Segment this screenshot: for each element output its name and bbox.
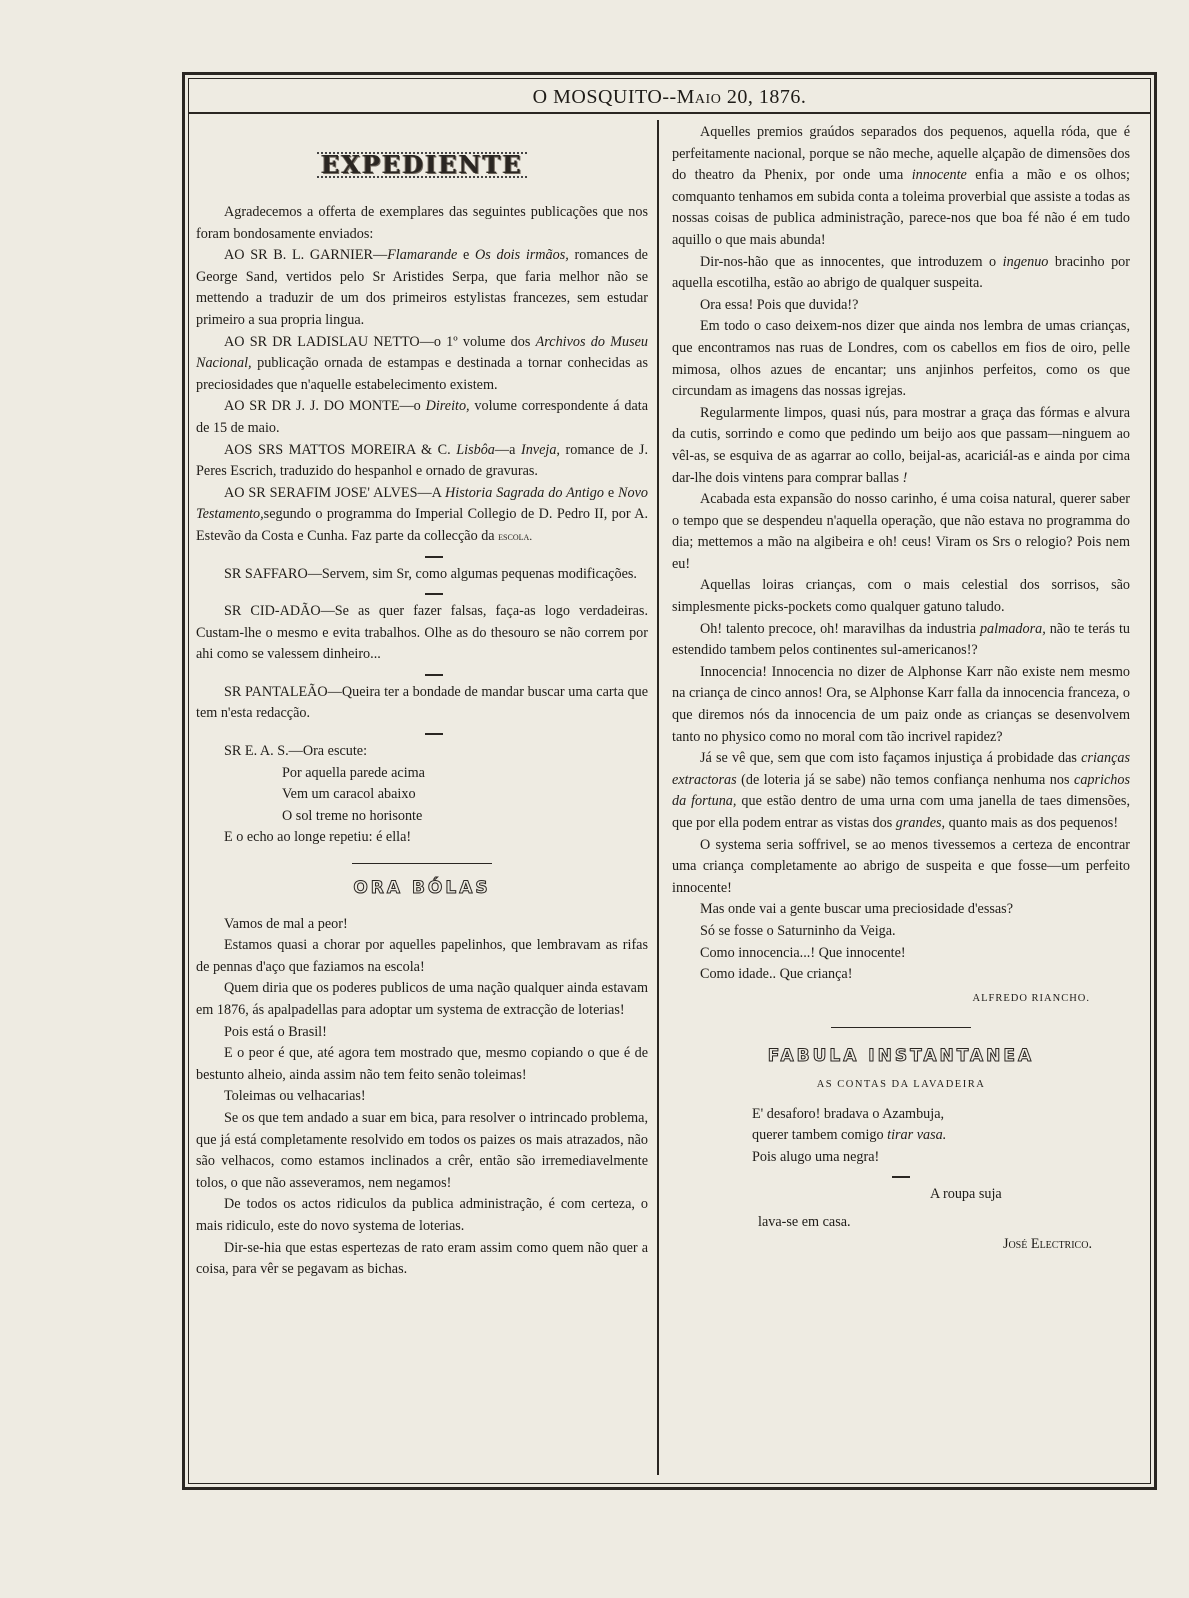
masthead-date: 20, 1876. — [726, 86, 807, 108]
paragraph: Só se fosse o Saturninho da Veiga. — [700, 922, 896, 939]
paragraph: Como idade.. Que criança! — [700, 966, 853, 983]
paragraph: Agradecemos a offerta de exemplares das seguintes publicações que nos foram bondosamente enviados: — [196, 204, 648, 242]
paragraph: Vamos de mal a peor! — [224, 915, 348, 932]
verse-line: Vem um caracol abaixo — [282, 786, 416, 803]
right-column — [672, 122, 1130, 1255]
expediente-heading: EXPEDIENTE — [196, 122, 648, 180]
verse-line: E o echo ao longe repetiu: é ella! — [224, 829, 412, 846]
separator-dash — [892, 1176, 910, 1178]
paragraph: Ora essa! Pois que duvida!? — [700, 296, 859, 313]
paragraph: Innocencia! Innocencia no dizer de Alphonse Karr não existe nem mesmo na criança de cinco annos! Ora, se Alphonse Karr falla da innocencia franceza, o que diremos nós da innocencia de um paiz onde as crianças se desenvolvem tanto no physico como no moral com tão incrivel rapidez? — [672, 663, 1130, 745]
fable-line: lava-se em casa. — [758, 1213, 851, 1230]
paragraph: AO SR SERAFIM JOSE' ALVES—A Historia Sagrada do Antigo e Novo Testamento,segundo o programma do Imperial Collegio de D. Pedro II, por A. Estevão da Costa e Cunha. Faz parte da collecção da escola. — [196, 484, 648, 544]
paragraph: Quem diria que os poderes publicos de uma nação qualquer ainda estavam em 1876, ás apalpadellas para adoptar um systema de extracção de loterias! — [196, 980, 648, 1018]
fabula-subheading: AS CONTAS DA LAVADEIRA — [816, 1078, 986, 1090]
masthead: O MOSQUITO--Maio 20, 1876. — [188, 80, 1151, 114]
paragraph: Toleimas ou velhacarias! — [224, 1088, 366, 1105]
paragraph: SR PANTALEÃO—Queira ter a bondade de mandar buscar uma carta que tem n'esta redacção. — [196, 683, 648, 722]
left-column — [196, 122, 648, 1281]
paragraph: Acabada esta expansão do nosso carinho, é uma coisa natural, querer saber o tempo que se despendeu n'aquella operação, que não estava no programma do dia; mettemos a mão na algibeira e oh! ceus! Viram os Srs o relogio? Pois nem eu! — [672, 491, 1130, 572]
paragraph: Mas onde vai a gente buscar uma preciosidade d'essas? — [700, 901, 1013, 918]
ora-bolas-heading: ORA BÓLAS — [353, 878, 491, 899]
paragraph: Como innocencia...! Que innocente! — [700, 944, 906, 961]
paragraph: SR SAFFARO—Servem, sim Sr, como algumas pequenas modificações. — [224, 565, 637, 582]
verse-line: O sol treme no horisonte — [282, 807, 423, 824]
fable-line: Pois alugo uma negra! — [752, 1148, 880, 1165]
column-divider — [657, 120, 659, 1475]
paragraph: AO SR B. L. GARNIER—Flamarande e Os dois irmãos, romances de George Sand, vertidos pelo Sr Aristides Serpa, que faria melhor não se mettendo a traduzir de um dos primeiros estylistas francezes, sem estudar primeiro a sua propria lingua. — [196, 247, 648, 328]
fable-line: querer tambem comigo tirar vasa. — [752, 1127, 947, 1144]
paragraph: O systema seria soffrivel, se ao menos tivessemos a certeza de encontrar uma criança completamente ao abrigo de suspeita e que fosse—um perfeito innocente! — [672, 836, 1130, 896]
section-rule — [831, 1027, 971, 1028]
paragraph: AO SR DR LADISLAU NETTO—o 1º volume dos Archivos do Museu Nacional, publicação ornada de estampas e destinada a tornar conhecidas as preciosidades que n'aquelle estabelecimento existem. — [196, 333, 648, 393]
fabula-heading: FABULA INSTANTANEA — [767, 1046, 1035, 1067]
paragraph: Aquelles premios graúdos separados dos pequenos, aquella róda, que é perfeitamente nacional, porque se não meche, aquelle alçapão de dimensões dos do theatro da Phenix, por onde uma innocente enfia a mão e os olhos; comquanto tenhamos em subida conta a toleima proverbial que assiste a todas as nossas coisas de publica administração, parece-nos que boa fé não é em tudo aquillo o que mais abunda! — [672, 124, 1130, 248]
verse-line: Por aquella parede acima — [282, 764, 425, 781]
signature-alfredo-riancho: ALFREDO RIANCHO. — [972, 992, 1090, 1004]
paragraph: Dir-nos-hão que as innocentes, que introduzem o ingenuo bracinho por aquella escotilha, estão ao abrigo de qualquer suspeita. — [672, 253, 1130, 292]
signature-jose-electrico: José Electrico. — [1002, 1235, 1092, 1252]
paper-name: O MOSQUITO — [532, 86, 663, 108]
separator-dash — [425, 674, 443, 676]
paragraph: Já se vê que, sem que com isto façamos injustiça á probidade das crianças extractoras (de loteria já se sabe) não temos confiança nenhuma nos caprichos da fortuna, que estão dentro de uma urna com uma janella de taes dimensões, que por ella podem entrar as vistas dos grandes, quanto mais as dos pequenos! — [672, 750, 1131, 831]
paragraph: SR E. A. S.—Ora escute: — [224, 743, 368, 760]
paragraph: SR CID-ADÃO—Se as quer fazer falsas, faça-as logo verdadeiras. Custam-lhe o mesmo e evita trabalhos. Olhe as do thesouro se não correm por ahi como se valessem dinheiro... — [196, 603, 648, 663]
paragraph: Regularmente limpos, quasi nús, para mostrar a graça das fórmas e alvura da cutis, sorrindo e como que pedindo um beijo aos que passam—ninguem ao vêl-as, se esquiva de as agarrar ao collo, beijal-as, acariciál-as e ainda por cima dar-lhe dois vintens para comprar ballas ! — [672, 404, 1130, 486]
masthead-month: Maio — [676, 86, 722, 108]
paragraph: E o peor é que, até agora tem mostrado que, mesmo copiando o que é de bestunto alheio, ainda assim não tem feito senão toleimas! — [196, 1045, 648, 1083]
paragraph: De todos os actos ridiculos da publica administração, é com certeza, o mais ridiculo, este do novo systema de loterias. — [196, 1196, 648, 1234]
paragraph: Se os que tem andado a suar em bica, para resolver o intrincado problema, que já está completamente resolvido em todos os paizes os mais atrazados, não são velhacos, como estamos inclinados a crêr, então são irremediavelmente tolos, o que não asseveramos, nem negamos! — [196, 1109, 648, 1191]
paragraph: Oh! talento precoce, oh! maravilhas da industria palmadora, não te terás tu estendido tambem pelos continentes sul-americanos!? — [672, 620, 1130, 659]
separator-dash — [425, 733, 443, 735]
fable-line: A roupa suja — [930, 1186, 1002, 1203]
paragraph: Em todo o caso deixem-nos dizer que ainda nos lembra de umas crianças, que encontramos nas ruas de Londres, com os cabellos em fios de oiro, pelle mimosa, olhos azues de encantar; uns anjinhos perfeitos, como os que circundam as imagens das nossas igrejas. — [672, 318, 1130, 400]
separator-dash — [425, 593, 443, 595]
paragraph: AOS SRS MATTOS MOREIRA & C. Lisbôa—a Inveja, romance de J. Peres Escrich, traduzido do hespanhol e ornado de gravuras. — [196, 441, 648, 480]
paragraph: Estamos quasi a chorar por aquelles papelinhos, que lembravam as rifas de pennas d'aço que faziamos na escola! — [196, 937, 648, 975]
section-rule — [352, 863, 492, 864]
separator-dash — [425, 556, 443, 558]
paragraph: Dir-se-hia que estas espertezas de rato eram assim como quem não quer a coisa, para vêr se pegavam as bichas. — [196, 1239, 648, 1278]
fable-line: E' desaforo! bradava o Azambuja, — [752, 1105, 945, 1122]
paragraph: AO SR DR J. J. DO MONTE—o Direito, volume correspondente á data de 15 de maio. — [196, 398, 648, 436]
paragraph: Aquellas loiras crianças, com o mais celestial dos sorrisos, são simplesmente picks-pockets como qualquer gatuno taludo. — [672, 577, 1130, 616]
paragraph: Pois está o Brasil! — [224, 1023, 327, 1040]
